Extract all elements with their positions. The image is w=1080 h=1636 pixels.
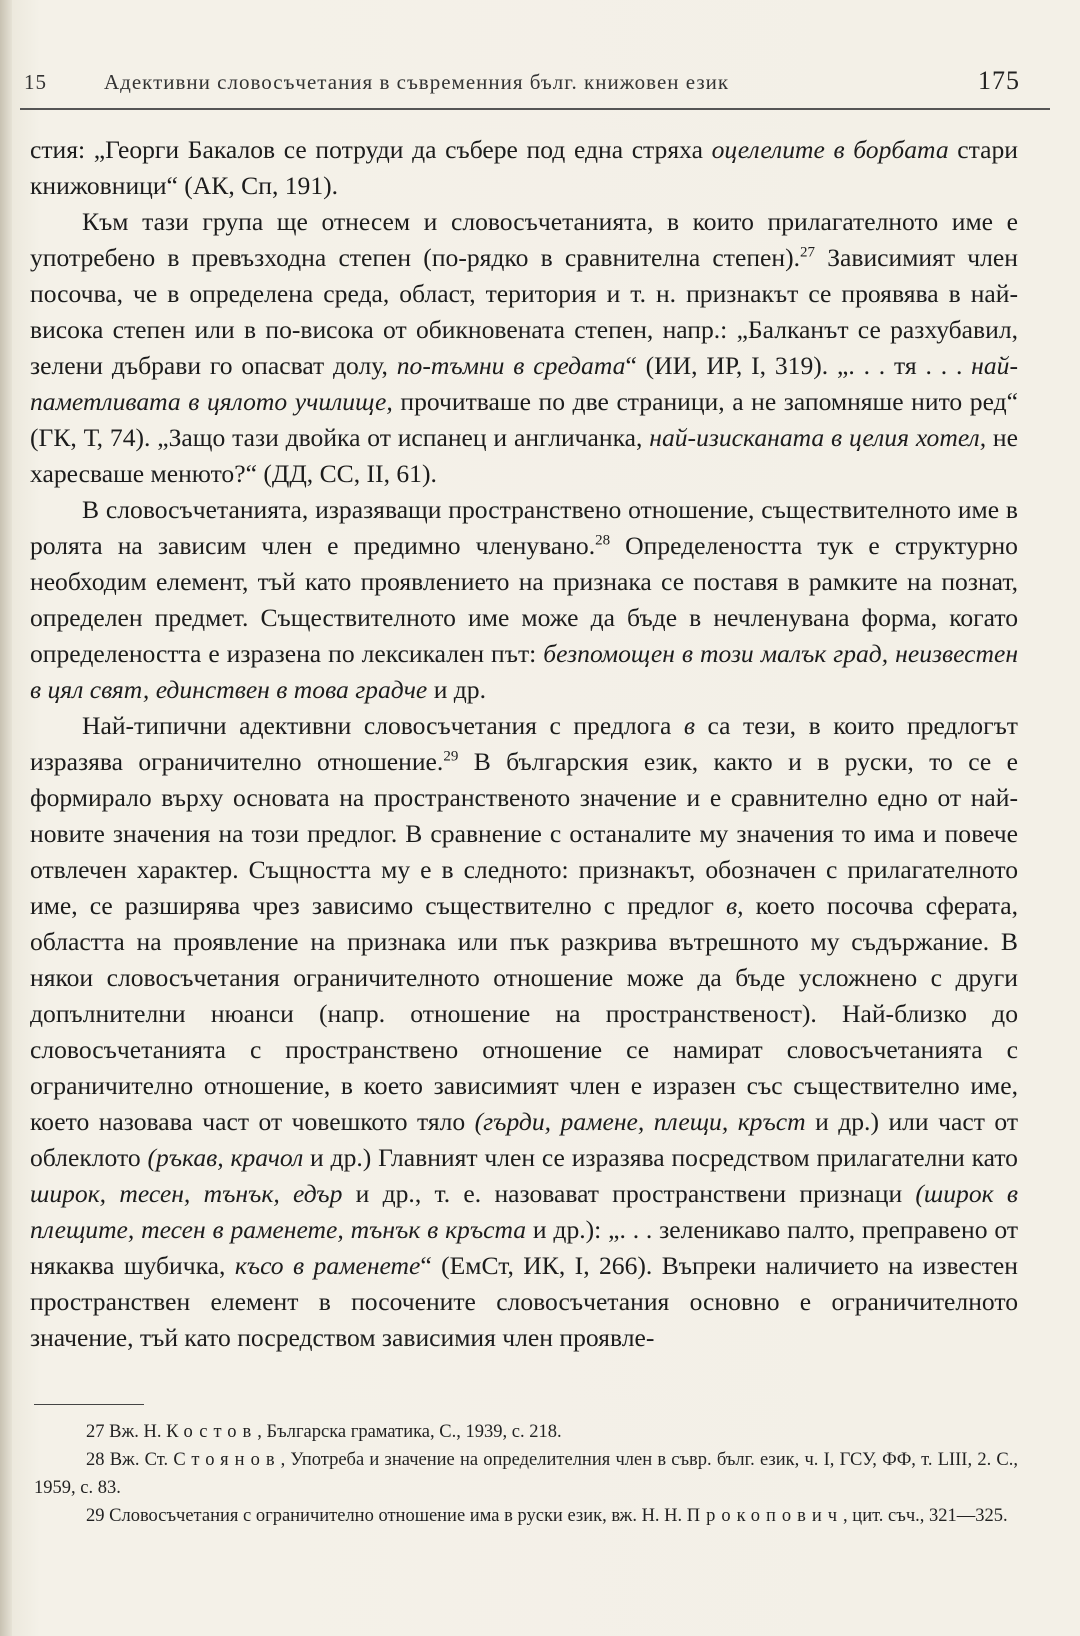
paragraph <box>30 132 1018 204</box>
text-run: не харесваше менюто?“ (ДД, СС, II, 61). <box>30 423 1018 488</box>
footnote-ref: 29 <box>443 748 459 765</box>
text-run: и др., т. е. назовават пространствени признаци <box>342 1179 916 1208</box>
text-run: и др. <box>427 675 487 704</box>
italic-example: късо в раменете <box>234 1251 421 1280</box>
author-name: Прокопович <box>686 1506 844 1526</box>
header-rule <box>20 108 1050 110</box>
body-text <box>30 132 1018 1356</box>
italic-example: (гърди, рамене, плещи, кръст <box>474 1107 806 1136</box>
italic-example: в <box>683 711 695 740</box>
text-run: “ (ЕмСт, ИК, I, 266). Въпреки наличието на известен пространствен елемент в посочените словосъчетания основно е ограничителното значение, тъй като посредством зависимия член проявле- <box>30 1251 1018 1352</box>
text-run: Определеността тук е структурно необходим елемент, тъй като проявлението на признака се поставя в рамките на познат, определен предмет. Съществителното име може да бъде в нечленувана форма, когато определеността е изразена по лексикален път: <box>30 531 1018 668</box>
italic-example: най-изисканата в целия хотел, <box>649 423 987 452</box>
text-run: което посочва сферата, областта на проявление на признака или пък разкрива вътрешното му съдържание. В някои словосъчетания ограничителното отношение може да бъде усложнено с други допълнителни нюанси (напр. отношение на пространственост). Най-близко до словосъчетанията с пространствено отношение се намират словосъчетанията с ограничително отношение, в което зависимият член е изразен със съществително име, което назовава част от човешкото тяло <box>30 891 1018 1136</box>
header-page-number-left: 15 <box>24 70 47 94</box>
text-run: Най-типични адективни словосъчетания с предлога <box>82 711 684 740</box>
text-run: В словосъчетанията, изразяващи пространствено отношение, съществителното име в ролята на зависим член е предимно членувано. <box>30 495 1018 560</box>
text-run: 29 Словосъчетания с ограничително отношение има в руски език, вж. Н. Н. <box>86 1506 687 1526</box>
italic-example: най-паметливата в цялото училище, <box>30 351 1018 416</box>
text-run: В българския език, както и в руски, то се е формирало върху основата на пространственото значение и е сравнително едно от най-новите значения на този предлог. В сравнение с останалите му значения то има и повече отвлечен характер. Същността му е в следното: признакът, обозначен с прилагателното име, се разширява чрез зависимо съществително с предлог <box>30 747 1018 920</box>
italic-example: (ръкав, крачол <box>147 1143 304 1172</box>
author-name: Костов <box>166 1422 258 1442</box>
running-title: Адективни словосъчетания в съвременния бълг. книжовен език <box>104 70 730 94</box>
text-run: стия: „Георги Бакалов се потруди да събере под една стряха <box>30 135 712 164</box>
text-run: са тези, в които предлогът изразява ограничително отношение. <box>30 711 1018 776</box>
text-run: стари книжовници“ (АК, Сп, 191). <box>30 135 1018 200</box>
page-number: 175 <box>978 66 1020 95</box>
text-run: , Употреба и значение на определителния член в съвр. бълг. език, ч. I, ГСУ, ФФ, т. LIII, 2. С., 1959, с. 83. <box>34 1450 1018 1498</box>
italic-example: по-тъмни в средата <box>396 351 626 380</box>
footnotes <box>34 1418 1018 1530</box>
footnote <box>34 1502 1018 1530</box>
text-run: “ (ИИ, ИР, I, 319). „. . . тя . . . <box>625 351 972 380</box>
text-run: Зависимият член посочва, че в определена среда, област, територия и т. н. признакът се проявява в най-висока степен или в по-висока от обикновената степен, напр.: „Балканът се разхубавил, зелени дъбрави го опасват долу, <box>30 243 1018 380</box>
author-name: Стоянов <box>173 1450 281 1470</box>
text-run: и др.) Главният член се изразява посредством прилагателни като <box>303 1143 1018 1172</box>
footnote <box>34 1418 1018 1446</box>
italic-example: широк, тесен, тънък, едър <box>30 1179 343 1208</box>
text-run: 27 Вж. Н. <box>86 1422 167 1442</box>
footnote-rule <box>34 1404 144 1405</box>
running-header <box>24 66 1020 96</box>
page-binding-edge <box>0 0 12 1636</box>
text-run: , Българска граматика, С., 1939, с. 218. <box>257 1422 562 1442</box>
paragraph <box>30 492 1018 708</box>
paragraph <box>30 204 1018 492</box>
italic-example: в, <box>725 891 744 920</box>
italic-example: безпомощен в този малък град, неизвестен в цял свят, единствен в това градче <box>30 639 1019 704</box>
text-run: Към тази група ще отнесем и словосъчетанията, в които прилагателното име е употребено в превъзходна степен (по-рядко в сравнителна степен). <box>30 207 1018 272</box>
italic-example: (широк в плещите, тесен в раменете, тънък в кръста <box>30 1179 1018 1244</box>
text-run: и др.) или част от облеклото <box>30 1107 1018 1172</box>
text-run: 28 Вж. Ст. <box>86 1450 174 1470</box>
footnote <box>34 1446 1018 1502</box>
text-run: прочитваше по две страници, а не запомняше нито ред“ (ГК, Т, 74). „Защо тази двойка от испанец и англичанка, <box>30 387 1018 452</box>
italic-example: оцелелите в борбата <box>711 135 949 164</box>
text-run: , цит. съч., 321—325. <box>843 1506 1008 1526</box>
footnote-ref: 28 <box>595 532 611 549</box>
footnote-ref: 27 <box>800 244 816 261</box>
paragraph <box>30 708 1018 1356</box>
text-run: и др.): „. . . зеленикаво палто, преправено от някаква шубичка, <box>30 1215 1018 1280</box>
